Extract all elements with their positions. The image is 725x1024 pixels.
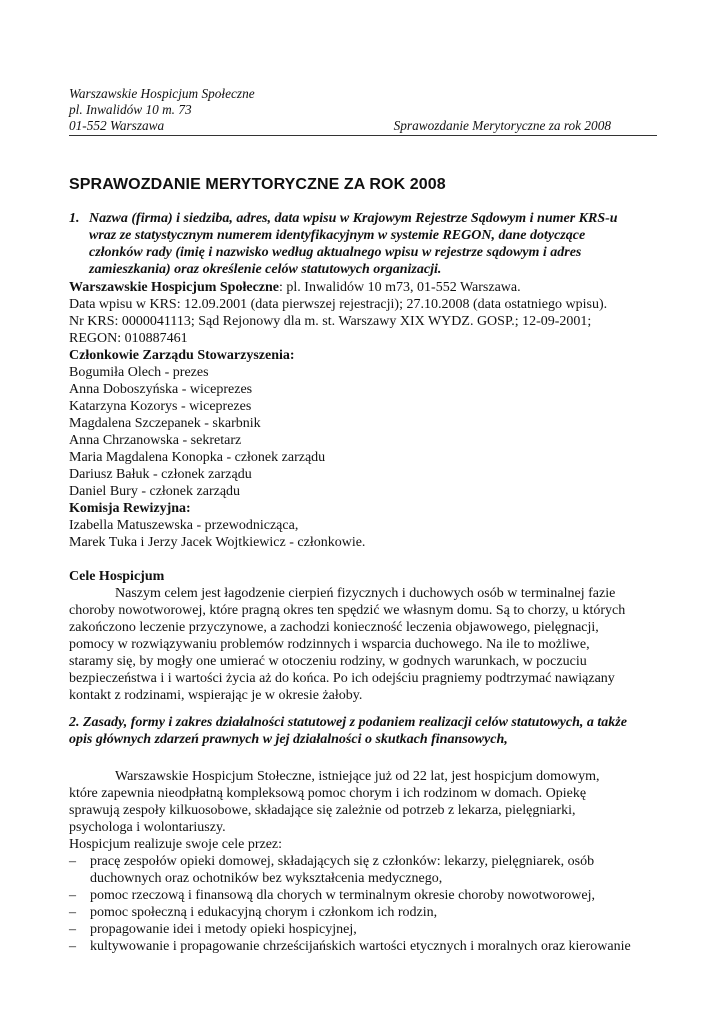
list-item-text: pomoc rzeczową i finansową dla chorych w terminalnym okresie choroby nowotworowej, (90, 888, 596, 903)
section1-heading-line: członków rady (imię i nazwisko według aktualnego wpisu w rejestrze sądowym i adres (89, 245, 582, 260)
section2-heading (69, 714, 659, 748)
board-member: Magdalena Szczepanek - skarbnik (69, 416, 261, 431)
audit-member: Marek Tuka i Jerzy Jacek Wojtkiewicz - członkowie. (69, 535, 366, 550)
org-name-bold: Warszawskie Hospicjum Społeczne (69, 280, 279, 295)
board-member: Daniel Bury - członek zarządu (69, 484, 241, 499)
intro-line: Hospicjum realizuje swoje cele przez: (69, 837, 283, 852)
krs-number: Nr KRS: 0000041113; Sąd Rejonowy dla m. st. Warszawy XIX WYDZ. GOSP.; 12-09-2001; (69, 314, 592, 329)
goals-line: Naszym celem jest łagodzenie cierpień fizycznych i duchowych osób w terminalnej fazie (115, 586, 616, 601)
dash-bullet: – (69, 905, 76, 920)
list-item (69, 938, 659, 955)
section1-heading-line: Nazwa (firma) i siedziba, adres, data wpisu w Krajowym Rejestrze Sądowym i numer KRS-u (89, 211, 618, 226)
section1-heading-line: zamieszkania) oraz określenie celów statutowych organizacji. (89, 262, 442, 277)
section2-heading-line: opis głównych zdarzeń prawnych w jej działalności o skutkach finansowych, (69, 732, 508, 747)
audit-heading: Komisja Rewizyjna: (69, 501, 191, 516)
page-header (69, 86, 657, 134)
goals-line: zakończono leczenie przyczynowe, a zachodzi konieczność leczenia objawowego, pielęgnacji, (69, 620, 599, 635)
goals-line: staramy się, by mogły one umierać w otoczeniu rodziny, w godnych warunkach, w poczuciu (69, 654, 587, 669)
board-member: Katarzyna Kozorys - wiceprezes (69, 399, 252, 414)
krs-date: Data wpisu w KRS: 12.09.2001 (data pierwszej rejestracji); 27.10.2008 (data ostatniego wpisu). (69, 297, 608, 312)
board-heading: Członkowie Zarządu Stowarzyszenia: (69, 348, 295, 363)
header-city: 01-552 Warszawa (69, 118, 165, 133)
intro-line: które zapewnia nieodpłatną kompleksową pomoc chorym i ich rodzinom w domach. Opiekę (69, 786, 587, 801)
list-item (69, 887, 659, 904)
goals-line: kontakt z rodzinami, wspierając je w okresie żałoby. (69, 688, 363, 703)
section1-heading (69, 210, 659, 278)
goals-line: bezpieczeństwa i i wartości życia aż do końca. Po ich odejściu pragniemy podtrzymać nawiązany (69, 671, 615, 686)
section1-heading-line: wraz ze statystycznym numerem identyfikacyjnym w systemie REGON, dane dotyczące (89, 228, 586, 243)
intro-line: sprawują zespoły kilkuosobowe, składające się zależnie od potrzeb z lekarza, pielęgniarki, (69, 803, 576, 818)
dash-bullet: – (69, 922, 76, 937)
dash-bullet: – (69, 854, 76, 869)
document-title: SPRAWOZDANIE MERYTORYCZNE ZA ROK 2008 (69, 176, 446, 193)
audit-member: Izabella Matuszewska - przewodnicząca, (69, 518, 299, 533)
board-member: Anna Doboszyńska - wiceprezes (69, 382, 253, 397)
header-report-label: Sprawozdanie Merytoryczne za rok 2008 (393, 118, 611, 133)
list-item-text: duchownych oraz ochotników bez wykształcenia medycznego, (90, 871, 443, 886)
goals-heading: Cele Hospicjum (69, 569, 165, 584)
list-item (69, 904, 659, 921)
dash-bullet: – (69, 939, 76, 954)
section2-heading-line: 2. Zasady, formy i zakres działalności statutowej z podaniem realizacji celów statutowych, a także (69, 715, 627, 730)
board-member: Dariusz Bałuk - członek zarządu (69, 467, 252, 482)
board-member: Anna Chrzanowska - sekretarz (69, 433, 242, 448)
regon: REGON: 010887461 (69, 331, 188, 346)
list-item-text: kultywowanie i propagowanie chrześcijańskich wartości etycznych i moralnych oraz kierowanie (90, 939, 631, 954)
list-item-text: propagowanie idei i metody opieki hospicyjnej, (90, 922, 357, 937)
header-address: pl. Inwalidów 10 m. 73 (69, 102, 192, 117)
header-divider (69, 135, 657, 136)
goals-line: choroby nowotworowej, które pragną okres ten spędzić we własnym domu. Są to chorzy, u których (69, 603, 626, 618)
section1-number: 1. (69, 211, 80, 226)
list-item-text: pomoc społeczną i edukacyjną chorym i członkom ich rodzin, (90, 905, 438, 920)
header-org-name: Warszawskie Hospicjum Społeczne (69, 86, 255, 101)
section1-body (69, 279, 659, 704)
intro-line: Warszawskie Hospicjum Stołeczne, istniejące już od 22 lat, jest hospicjum domowym, (115, 769, 600, 784)
org-line (69, 279, 659, 296)
org-address: : pl. Inwalidów 10 m73, 01-552 Warszawa. (279, 280, 521, 295)
section2-body (69, 768, 659, 955)
board-member: Maria Magdalena Konopka - członek zarządu (69, 450, 326, 465)
list-item-text: pracę zespołów opieki domowej, składających się z członków: lekarzy, pielęgniarek, osób (90, 854, 595, 869)
dash-bullet: – (69, 888, 76, 903)
board-member: Bogumiła Olech - prezes (69, 365, 209, 380)
goals-line: pomocy w rozwiązywaniu problemów rodzinnych i wsparcia duchowego. Na ile to możliwe, (69, 637, 590, 652)
list-item (69, 853, 659, 887)
list-item (69, 921, 659, 938)
intro-line: psychologa i wolontariuszy. (69, 820, 226, 835)
